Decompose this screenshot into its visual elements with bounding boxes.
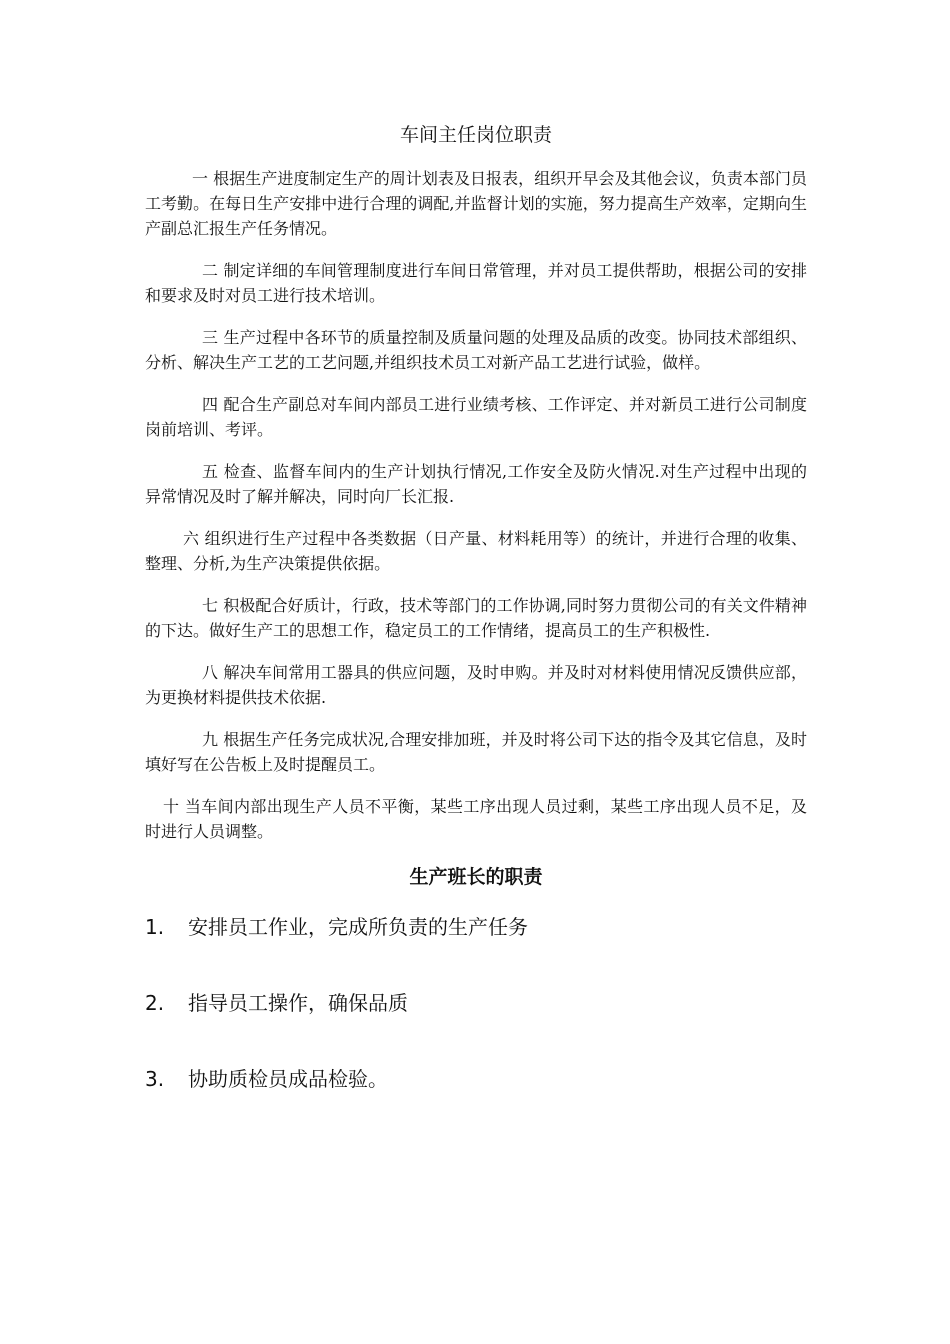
paragraph-2: 二 制定详细的车间管理制度进行车间日常管理，并对员工提供帮助，根据公司的安排和要求及时对员工进行技术培训。 [145,261,807,305]
list-item-text: 指导员工操作，确保品质 [188,991,408,1015]
paragraph-9: 九 根据生产任务完成状况,合理安排加班，并及时将公司下达的指令及其它信息，及时填好写在公告板上及时提醒员工。 [145,730,807,774]
list-item-number: 2. [145,991,165,1015]
paragraph-10: 十 当车间内部出现生产人员不平衡，某些工序出现人员过剩，某些工序出现人员不足，及时进行人员调整。 [145,797,807,841]
paragraph-8: 八 解决车间常用工器具的供应问题，及时申购。并及时对材料使用情况反馈供应部，为更换材料提供技术依据. [145,663,807,707]
list-item-number: 1. [145,915,165,939]
paragraph-4: 四 配合生产副总对车间内部员工进行业绩考核、工作评定、并对新员工进行公司制度岗前培训、考评。 [145,395,807,439]
list-item [145,912,807,942]
document-title: 车间主任岗位职责 [399,124,552,146]
list-item [145,1064,807,1094]
paragraph-3: 三 生产过程中各环节的质量控制及质量问题的处理及品质的改变。协同技术部组织、分析、解决生产工艺的工艺问题,并组织技术员工对新产品工艺进行试验，做样。 [145,328,807,372]
list-item-text: 安排员工作业，完成所负责的生产任务 [188,915,528,939]
document-page [145,120,807,1140]
paragraph-1: 一 根据生产进度制定生产的周计划表及日报表，组织开早会及其他会议，负责本部门员工考勤。在每日生产安排中进行合理的调配,并监督计划的实施，努力提高生产效率，定期向生产副总汇报生产任务情况。 [145,169,807,238]
paragraph-5: 五 检查、监督车间内的生产计划执行情况,工作安全及防火情况.对生产过程中出现的异常情况及时了解并解决，同时向厂长汇报. [145,462,807,506]
paragraph-6: 六 组织进行生产过程中各类数据（日产量、材料耗用等）的统计，并进行合理的收集、整理、分析,为生产决策提供依据。 [145,529,807,573]
list-item [145,988,807,1018]
section-subtitle: 生产班长的职责 [409,866,543,888]
paragraph-7: 七 积极配合好质计，行政，技术等部门的工作协调,同时努力贯彻公司的有关文件精神的下达。做好生产工的思想工作，稳定员工的工作情绪，提高员工的生产积极性. [145,596,807,640]
list-item-number: 3. [145,1067,165,1091]
list-item-text: 协助质检员成品检验。 [188,1067,388,1091]
